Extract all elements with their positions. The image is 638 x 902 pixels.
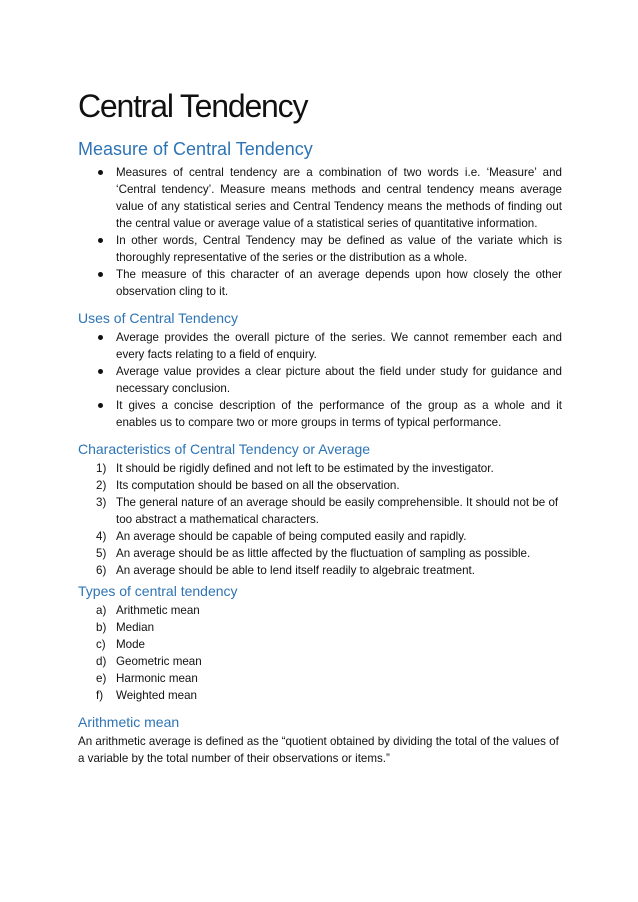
list-item-text: Average value provides a clear picture about the field under study for guidance and necessary conclusion. bbox=[116, 365, 562, 395]
list-item bbox=[78, 636, 562, 653]
bullet-icon bbox=[98, 272, 103, 277]
list-item bbox=[78, 545, 562, 562]
list-item bbox=[78, 687, 562, 704]
list-item-text: In other words, Central Tendency may be defined as value of the variate which is thoroughly representative of the series or the distribution as a whole. bbox=[116, 234, 562, 264]
characteristics-list bbox=[78, 460, 562, 579]
list-item bbox=[78, 232, 562, 266]
list-marker: b) bbox=[96, 621, 107, 634]
document-page bbox=[78, 0, 562, 767]
list-item-text: Arithmetic mean bbox=[116, 604, 200, 617]
list-item-text: An average should be as little affected by the fluctuation of sampling as possible. bbox=[116, 547, 531, 560]
bullet-icon bbox=[98, 369, 103, 374]
list-marker: 4) bbox=[96, 530, 107, 543]
measure-list bbox=[78, 164, 562, 300]
list-item bbox=[78, 329, 562, 363]
bullet-icon bbox=[98, 238, 103, 243]
document-title: Central Tendency bbox=[78, 88, 308, 124]
list-marker: f) bbox=[96, 689, 104, 702]
list-item bbox=[78, 619, 562, 636]
list-item-text: Its computation should be based on all the observation. bbox=[116, 479, 400, 492]
list-item-text: Mode bbox=[116, 638, 146, 651]
list-item bbox=[78, 266, 562, 300]
list-item-text: Average provides the overall picture of the series. We cannot remember each and every facts relating to a field of enquiry. bbox=[116, 331, 562, 361]
list-item-text: The general nature of an average should be easily comprehensible. It should not be of too abstract a mathematical characters. bbox=[116, 496, 559, 526]
list-item-text: Median bbox=[116, 621, 155, 634]
list-item bbox=[78, 460, 562, 477]
list-item bbox=[78, 528, 562, 545]
uses-list bbox=[78, 329, 562, 431]
list-item bbox=[78, 164, 562, 232]
heading-uses: Uses of Central Tendency bbox=[78, 310, 239, 326]
heading-measure: Measure of Central Tendency bbox=[78, 139, 313, 159]
list-marker: a) bbox=[96, 604, 107, 617]
bullet-icon bbox=[98, 170, 103, 175]
list-item-text: Harmonic mean bbox=[116, 672, 198, 685]
list-item bbox=[78, 477, 562, 494]
list-item-text: Geometric mean bbox=[116, 655, 202, 668]
list-item-text: Measures of central tendency are a combination of two words i.e. ‘Measure’ and ‘Central tendency’. Measure means methods and central tendency means average value of any statistical series and Central Tendency means the methods of finding out the central value or average value of a statistical series of quantitative information. bbox=[116, 166, 562, 230]
list-item bbox=[78, 670, 562, 687]
list-marker: d) bbox=[96, 655, 107, 668]
bullet-icon bbox=[98, 335, 103, 340]
list-marker: c) bbox=[96, 638, 106, 651]
types-list bbox=[78, 602, 562, 704]
list-item-text: It should be rigidly defined and not left to be estimated by the investigator. bbox=[116, 462, 494, 475]
list-item-text: Weighted mean bbox=[116, 689, 197, 702]
bullet-icon bbox=[98, 403, 103, 408]
list-item bbox=[78, 653, 562, 670]
list-marker: e) bbox=[96, 672, 107, 685]
arithmetic-mean-text: An arithmetic average is defined as the “quotient obtained by dividing the total of the values of a variable by the total number of their observations or items.” bbox=[78, 735, 559, 765]
list-item bbox=[78, 494, 562, 528]
list-item-text: It gives a concise description of the performance of the group as a whole and it enables us to compare two or more groups in terms of typical performance. bbox=[116, 399, 562, 429]
list-item bbox=[78, 602, 562, 619]
list-item-text: An average should be able to lend itself readily to algebraic treatment. bbox=[116, 564, 475, 577]
list-item bbox=[78, 562, 562, 579]
list-item-text: An average should be capable of being computed easily and rapidly. bbox=[116, 530, 467, 543]
list-marker: 1) bbox=[96, 462, 107, 475]
list-marker: 3) bbox=[96, 496, 107, 509]
list-item bbox=[78, 397, 562, 431]
list-item-text: The measure of this character of an average depends upon how closely the other observation cling to it. bbox=[116, 268, 562, 298]
list-marker: 5) bbox=[96, 547, 107, 560]
list-item bbox=[78, 363, 562, 397]
heading-arithmetic-mean: Arithmetic mean bbox=[78, 714, 180, 730]
list-marker: 2) bbox=[96, 479, 107, 492]
heading-types: Types of central tendency bbox=[78, 583, 238, 599]
list-marker: 6) bbox=[96, 564, 107, 577]
heading-characteristics: Characteristics of Central Tendency or Average bbox=[78, 441, 371, 457]
